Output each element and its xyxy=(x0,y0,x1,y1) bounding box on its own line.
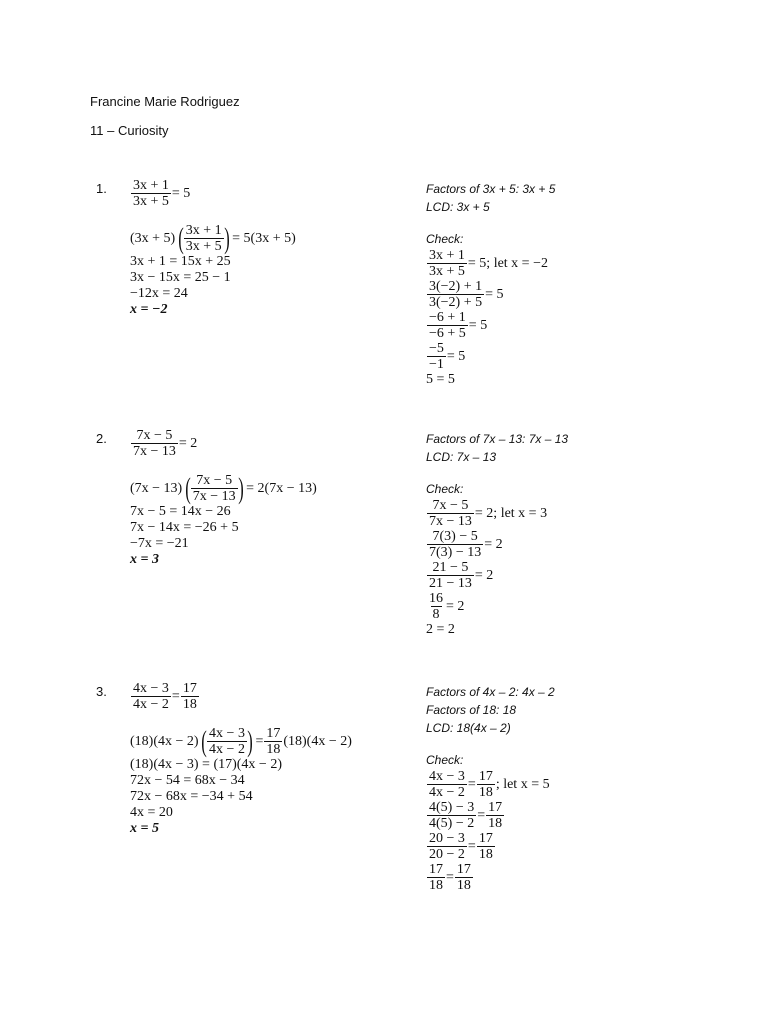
numerator: 16 xyxy=(429,591,443,606)
denominator: 18 xyxy=(456,878,471,893)
denominator: 18 xyxy=(488,816,503,831)
fraction xyxy=(486,800,504,831)
problem-1-multiply-step xyxy=(130,223,296,254)
numerator: 4x − 3 xyxy=(133,681,169,696)
rhs: = 2 xyxy=(446,598,465,614)
numerator: −6 + 1 xyxy=(429,310,466,325)
check-line xyxy=(426,769,555,800)
equals: = xyxy=(467,776,476,792)
equals: = xyxy=(446,869,454,885)
denominator: 21 − 13 xyxy=(429,576,472,591)
lcd-note: LCD: 3x + 5 xyxy=(426,200,490,214)
numerator: 17 xyxy=(478,831,493,846)
numerator: 7x − 5 xyxy=(196,473,233,488)
fraction xyxy=(191,473,238,504)
denominator: 3x + 5 xyxy=(429,264,465,279)
numerator: 3(−2) + 1 xyxy=(429,279,483,294)
step: 7x − 5 = 14x − 26 xyxy=(130,504,231,519)
problem-2-check xyxy=(426,430,568,638)
fraction xyxy=(427,341,446,372)
check-line xyxy=(426,560,568,591)
check-line xyxy=(426,341,555,372)
denominator: 18 xyxy=(429,878,443,893)
step: 72x − 68x = −34 + 54 xyxy=(130,789,253,804)
problem-2-work xyxy=(130,428,317,568)
denominator: 18 xyxy=(182,697,197,712)
numerator: 20 − 3 xyxy=(429,831,465,846)
left-paren: ( xyxy=(177,221,184,255)
rhs: = 2 xyxy=(178,435,198,451)
fraction xyxy=(184,223,224,254)
problem-1-number: 1. xyxy=(96,181,107,196)
step: (18)(4x − 3) = (17)(4x − 2) xyxy=(130,757,282,772)
denominator: 20 − 2 xyxy=(429,847,465,862)
numerator: 3x + 1 xyxy=(185,223,222,238)
problem-3-multiply-step xyxy=(130,726,352,757)
denominator: 8 xyxy=(432,607,440,622)
left-paren: ( xyxy=(184,471,191,505)
left-paren: ( xyxy=(201,724,207,758)
numerator: 17 xyxy=(182,681,197,696)
denominator: 18 xyxy=(266,742,281,757)
rhs: = 5(3x + 5) xyxy=(232,230,296,246)
fraction xyxy=(131,428,178,459)
check-final: 5 = 5 xyxy=(426,372,455,387)
step: 72x − 54 = 68x − 34 xyxy=(130,773,245,788)
check-line xyxy=(426,248,555,279)
check-line xyxy=(426,310,555,341)
problem-3-work xyxy=(130,681,352,837)
problem-2-equation xyxy=(130,428,317,459)
equals: = xyxy=(255,733,264,749)
numerator: 4x − 3 xyxy=(209,726,245,741)
check-line xyxy=(426,862,555,893)
fraction xyxy=(427,498,474,529)
fraction xyxy=(455,862,473,893)
numerator: 21 − 5 xyxy=(432,560,469,575)
rhs: = 2(7x − 13) xyxy=(246,480,317,496)
numerator: 17 xyxy=(488,800,503,815)
fraction xyxy=(427,248,467,279)
check-final: 2 = 2 xyxy=(426,622,455,637)
denominator: 7x − 13 xyxy=(429,514,472,529)
factors-note: Factors of 3x + 5: 3x + 5 xyxy=(426,182,556,196)
problem-3-answer: x = 5 xyxy=(130,821,159,836)
section-label: 11 – Curiosity xyxy=(90,123,169,138)
problem-2-multiply-step xyxy=(130,473,317,504)
denominator: 3x + 5 xyxy=(133,194,169,209)
check-line xyxy=(426,800,555,831)
denominator: −6 + 5 xyxy=(429,326,466,341)
fraction xyxy=(181,681,199,712)
step: 7x − 14x = −26 + 5 xyxy=(130,520,239,535)
problem-3-number: 3. xyxy=(96,684,107,699)
fraction xyxy=(427,769,467,800)
fraction xyxy=(427,310,468,341)
denominator: 4x − 2 xyxy=(429,785,465,800)
rhs: = 2 xyxy=(484,536,503,552)
numerator: −5 xyxy=(429,341,444,356)
numerator: 3x + 1 xyxy=(429,248,465,263)
problem-3-check xyxy=(426,683,555,893)
check-label: Check: xyxy=(426,482,464,496)
right-paren: ) xyxy=(247,724,253,758)
step: 3x − 15x = 25 − 1 xyxy=(130,270,231,285)
step: −12x = 24 xyxy=(130,286,188,301)
check-label: Check: xyxy=(426,232,464,246)
denominator: 7x − 13 xyxy=(133,444,176,459)
step: −7x = −21 xyxy=(130,536,189,551)
equals: = xyxy=(467,838,476,854)
fraction xyxy=(427,560,474,591)
denominator: 4x − 2 xyxy=(133,697,169,712)
check-line xyxy=(426,529,568,560)
step: 4x = 20 xyxy=(130,805,173,820)
fraction xyxy=(207,726,247,757)
fraction xyxy=(264,726,282,757)
fraction xyxy=(477,769,495,800)
equals: = xyxy=(477,807,486,823)
check-label: Check: xyxy=(426,753,464,767)
denominator: 3(−2) + 5 xyxy=(429,295,483,310)
problem-2-answer: x = 3 xyxy=(130,552,159,567)
rhs: = 5 xyxy=(171,185,191,201)
fraction xyxy=(477,831,495,862)
denominator: 3x + 5 xyxy=(185,239,222,254)
step: 3x + 1 = 15x + 25 xyxy=(130,254,231,269)
denominator: 18 xyxy=(478,847,493,862)
lcd-note: LCD: 18(4x – 2) xyxy=(426,721,511,735)
check-line xyxy=(426,279,555,310)
numerator: 4x − 3 xyxy=(429,769,465,784)
factors-note: Factors of 7x – 13: 7x – 13 xyxy=(426,432,569,446)
rhs: = 5 xyxy=(446,348,466,364)
rhs: = 2 xyxy=(474,567,494,583)
right-paren: ) xyxy=(237,471,244,505)
factors-note: Factors of 18: 18 xyxy=(426,703,517,717)
problem-1-answer: x = −2 xyxy=(130,302,168,317)
denominator: 7(3) − 13 xyxy=(429,545,482,560)
fraction xyxy=(427,862,445,893)
rhs: = 2; let x = 3 xyxy=(474,505,548,521)
check-line xyxy=(426,831,555,862)
numerator: 7(3) − 5 xyxy=(432,529,478,544)
denominator: 4(5) − 2 xyxy=(429,816,475,831)
multiplier: (7x − 13) xyxy=(130,480,183,496)
multiplier: (3x + 5) xyxy=(130,230,176,246)
problem-1-check xyxy=(426,180,555,388)
factors-note: Factors of 4x – 2: 4x – 2 xyxy=(426,685,555,699)
numerator: 17 xyxy=(429,862,443,877)
problem-1-work xyxy=(130,178,296,318)
numerator: 3x + 1 xyxy=(133,178,169,193)
rhs: (18)(4x − 2) xyxy=(283,733,352,749)
check-line xyxy=(426,591,568,622)
fraction xyxy=(427,591,445,622)
denominator: 7x − 13 xyxy=(192,489,236,504)
rhs: = 5 xyxy=(485,286,504,302)
denominator: −1 xyxy=(429,357,444,372)
lcd-note: LCD: 7x – 13 xyxy=(426,450,497,464)
fraction xyxy=(427,279,484,310)
fraction xyxy=(131,178,171,209)
numerator: 17 xyxy=(266,726,281,741)
equals: = xyxy=(171,688,180,704)
problem-3-equation xyxy=(130,681,352,712)
numerator: 17 xyxy=(478,769,493,784)
denominator: 18 xyxy=(478,785,493,800)
rhs: ; let x = 5 xyxy=(495,776,550,792)
fraction xyxy=(427,529,483,560)
rhs: = 5; let x = −2 xyxy=(467,255,548,271)
student-name: Francine Marie Rodriguez xyxy=(90,94,240,109)
numerator: 4(5) − 3 xyxy=(429,800,475,815)
check-line xyxy=(426,498,568,529)
denominator: 4x − 2 xyxy=(209,742,245,757)
numerator: 7x − 5 xyxy=(432,498,469,513)
problem-2-number: 2. xyxy=(96,431,107,446)
fraction xyxy=(427,800,476,831)
fraction xyxy=(427,831,467,862)
multiplier: (18)(4x − 2) xyxy=(130,733,199,749)
problem-1-equation xyxy=(130,178,296,209)
rhs: = 5 xyxy=(468,317,488,333)
numerator: 17 xyxy=(456,862,471,877)
right-paren: ) xyxy=(223,221,230,255)
numerator: 7x − 5 xyxy=(136,428,173,443)
fraction xyxy=(131,681,171,712)
